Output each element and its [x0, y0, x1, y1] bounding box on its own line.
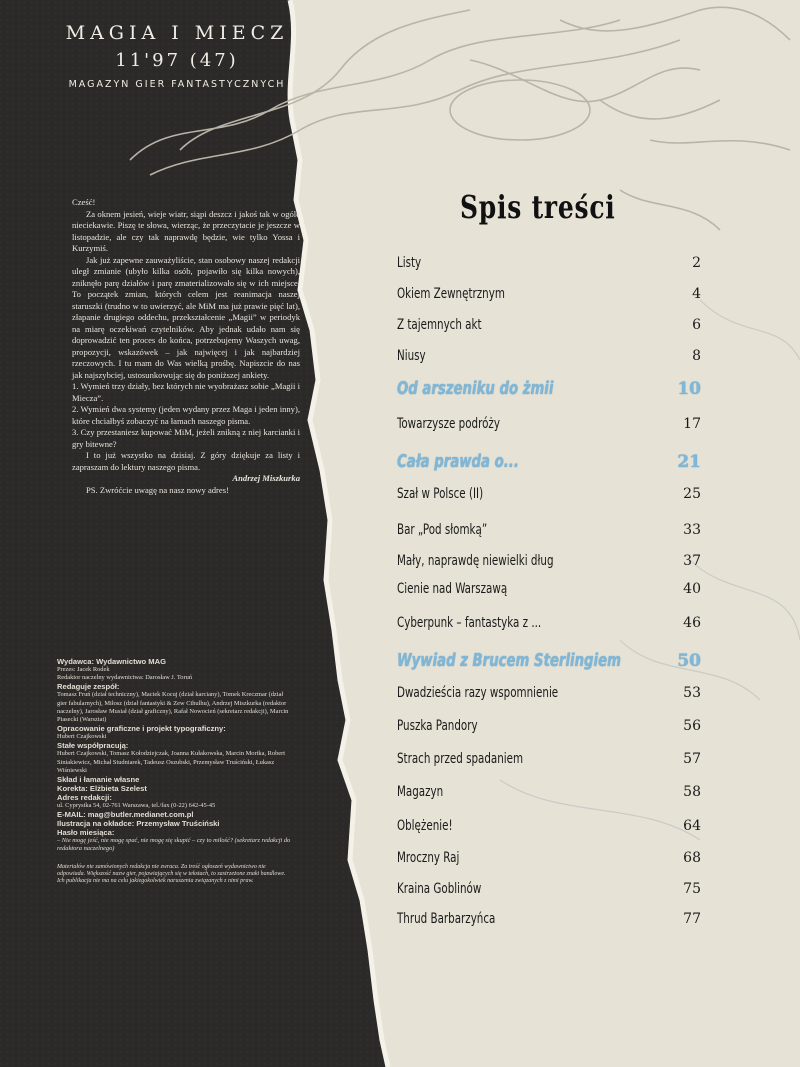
editorial-ps: PS. Zwróćcie uwagę na nasz nowy adres!: [86, 484, 229, 495]
motto: – Nie mogę jeść, nie mogę spać, nie mogę się skupić – czy to miłość? (sekretarz redakcji do redaktora naczelnego): [57, 837, 291, 853]
toc-item[interactable]: Kraina Goblinów 75: [397, 881, 701, 897]
chief-editor: Redaktor naczelny wydawnictwa: Darosław J. Toruń: [57, 674, 193, 682]
staff-credits: [57, 657, 292, 886]
publisher-label: Wydawca: Wydawnictwo MAG: [57, 657, 167, 666]
editorial-paragraph: Jak już zapewne zauważyliście, stan osobowy naszej redakcji uległ zmianie (ubyło kilka osób, pojawiło się kilka nowych), zniknęło parę działów i parę zmaterializowało się w ich miejsce. To początek zmian, których celem jest reanimacja naszej staruszki (trudno w to uwierzyć, ale MiM ma już prawie pięć lat), złapanie drugiego oddechu, przekształcenie „Magii” w periodyk na miarę oczekiwań czytelników. Aby jednak udało nam się doprowadzić ten proces do końca, potrzebujemy Waszych uwag, propozycji, wskazówek – jak najwięcej i jak najbardziej rzeczowych. I tu mam do Was wielką prośbę. Napiszcie do nas jak najszybciej, ustosunkowując się do poniższej ankiety.: [72, 254, 300, 380]
magazine-subtitle: MAGAZYN GIER FANTASTYCZNYCH: [68, 79, 286, 90]
design-credit: Hubert Czajkowski: [57, 733, 107, 741]
toc-item[interactable]: Thrud Barbarzyńca 77: [397, 911, 701, 927]
toc-item[interactable]: Oblężenie! 64: [397, 818, 701, 834]
toc-item-featured[interactable]: Od arszeniku do żmii 10: [397, 378, 701, 399]
toc-item[interactable]: Okiem Zewnętrznym 4: [397, 286, 701, 302]
legal-note: Materiałów nie zamówionych redakcja nie zwraca. Za treść ogłoszeń wydawnictwo nie odpowiada. Większość nazw gier, pojawiających się w tekstach, to zastrzeżone znaki handlowe. Ich publikacja nie ma na celu jakiegokolwiek naruszenia związanych z nimi praw.: [57, 863, 286, 885]
collab-label: Stałe współpracują:: [57, 741, 129, 751]
issue-number: 11'97 (47): [115, 50, 239, 71]
masthead: [52, 22, 302, 90]
toc-item[interactable]: Niusy 8: [397, 348, 701, 364]
magazine-title: MAGIA I MIECZ: [65, 22, 289, 44]
collab-list: Hubert Czajkowski, Tomasz Kołodziejczak, Joanna Kułakowska, Marcin Mortka, Robert Siniakiewicz, Michał Studniarek, Tadeusz Oszubski, Przemysław Truściński, Łukasz Wiśniewski: [57, 750, 286, 774]
motto-label: Hasło miesiąca:: [57, 828, 115, 838]
toc-title: Spis treści: [460, 188, 616, 226]
toc-item-featured[interactable]: Cała prawda o... 21: [397, 451, 701, 472]
toc-item[interactable]: Szał w Polsce (II) 25: [397, 486, 701, 502]
editorial-paragraph: I to już wszystko na dzisiaj. Z góry dziękuje za listy i zapraszam do lektury naszego pisma.: [72, 450, 300, 472]
email: E-MAIL: mag@butler.medianet.com.pl: [57, 810, 194, 820]
editorial-letter: [72, 197, 300, 496]
toc-item[interactable]: Cienie nad Warszawą 40: [397, 581, 701, 597]
toc-item[interactable]: Puszka Pandory 56: [397, 718, 701, 734]
toc-item[interactable]: Mroczny Raj 68: [397, 850, 701, 866]
team-list: Tomasz Fruń (dział techniczny), Maciek Kocuj (dział karciany), Tomek Kreczmar (dział gier fabularnych), Miłosz (dział fantastyki & Zew Cthulhu), Andrzej Miszkurka (redaktor naczelny), Jarosław Musiał (dział graficzny), Rafał Nowocień (sekretarz redakcji), Marcin Piasecki (Warsztat): [57, 691, 289, 724]
editorial-greeting: Cześć!: [72, 197, 96, 207]
address-label: Adres redakcji:: [57, 793, 112, 803]
survey-question: 3. Czy przestaniesz kupować MiM, jeżeli znikną z niej karcianki i gry bitewne?: [72, 427, 300, 449]
proof-credit: Korekta: Elżbieta Szelest: [57, 784, 147, 794]
president: Prezes: Jacek Rodek: [57, 666, 110, 673]
team-label: Redaguje zespół:: [57, 682, 120, 692]
toc-item-featured[interactable]: Wywiad z Brucem Sterlingiem 50: [397, 650, 701, 671]
toc-item[interactable]: Mały, naprawdę niewielki dług 37: [397, 553, 701, 569]
toc-item[interactable]: Dwadzieścia razy wspomnienie 53: [397, 685, 701, 701]
address: ul. Cyprysika 54, 02-761 Warszawa, tel./fax (0-22) 642-45-45: [57, 802, 216, 810]
survey-question: 2. Wymień dwa systemy (jeden wydany przez Maga i jeden inny), które chciałbyś zobaczyć na łamach naszego pisma.: [72, 404, 300, 426]
toc-item[interactable]: Magazyn 58: [397, 784, 701, 800]
toc-item[interactable]: Cyberpunk – fantastyka z ... 46: [397, 615, 701, 631]
editorial-paragraph: Za oknem jesień, wieje wiatr, siąpi deszcz i jakoś tak w ogóle nieciekawie. Piszę te słowa, wierząc, że przeczytacie je jeszcze w listopadzie, ale czy tak naprawdę będzie, wie tylko Yossa i Kurzymiś.: [72, 208, 300, 253]
toc-item[interactable]: Listy 2: [397, 255, 701, 271]
toc-item[interactable]: Strach przed spadaniem 57: [397, 751, 701, 767]
cover-credit: Ilustracja na okładce: Przemysław Truściński: [57, 819, 220, 829]
toc-item[interactable]: Bar „Pod słomką” 33: [397, 522, 701, 538]
design-label: Opracowanie graficzne i projekt typograficzny:: [57, 724, 226, 734]
editorial-signature: Andrzej Miszkurka: [232, 473, 300, 483]
toc-item[interactable]: Z tajemnych akt 6: [397, 317, 701, 333]
toc-item[interactable]: Towarzysze podróży 17: [397, 416, 701, 432]
survey-question: 1. Wymień trzy działy, bez których nie wyobrażasz sobie „Magii i Miecza”.: [72, 381, 300, 403]
typeset-credit: Skład i łamanie własne: [57, 775, 140, 785]
